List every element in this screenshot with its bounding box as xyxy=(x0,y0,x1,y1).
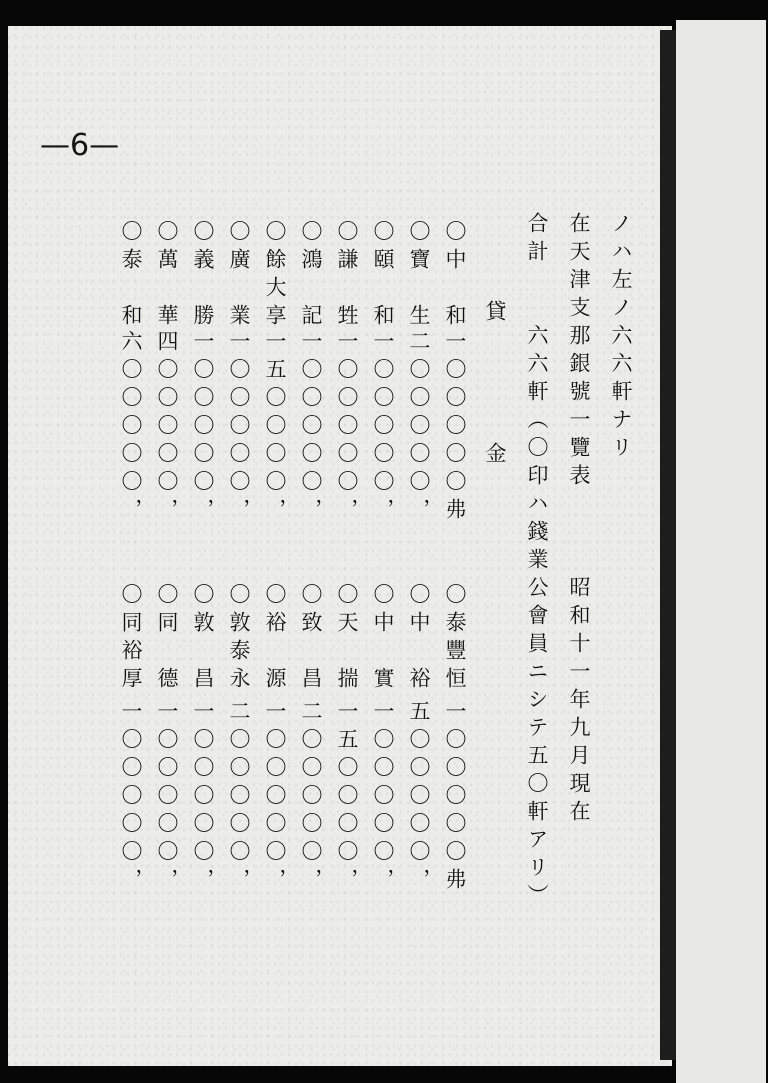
bank-entry-name: 〇同裕厚 xyxy=(119,583,143,695)
bank-entry-amount: 一〇〇〇〇〇， xyxy=(155,700,179,896)
bank-entry-amount: 一〇〇〇〇〇， xyxy=(335,330,359,526)
bank-entry-amount: 一〇〇〇〇〇， xyxy=(371,330,395,526)
bank-entry-name: 〇萬 華 xyxy=(155,220,179,332)
bank-entry-amount: 一〇〇〇〇〇， xyxy=(263,700,287,896)
header-total: 合計 六六軒（〇印ハ錢業公會員ニシテ五〇軒アリ） xyxy=(525,212,549,912)
bank-entry-amount: 六〇〇〇〇〇， xyxy=(119,330,143,526)
bank-entry-amount: 二〇〇〇〇〇， xyxy=(407,330,431,526)
column-label-money: 金 xyxy=(483,442,507,470)
bank-entry-amount: 五〇〇〇〇〇， xyxy=(407,700,431,896)
bank-entry-name: 〇寶 生 xyxy=(407,220,431,332)
bank-entry-amount: 二〇〇〇〇〇， xyxy=(227,700,251,896)
bank-entry-amount: 一五〇〇〇〇， xyxy=(335,700,359,896)
bank-entry-name: 〇泰豐恒 xyxy=(443,583,467,695)
bank-entry-amount: 一〇〇〇〇〇弗 xyxy=(443,330,467,526)
bank-entry-amount: 一〇〇〇〇〇， xyxy=(191,330,215,526)
bank-entry-amount: 一〇〇〇〇〇弗 xyxy=(443,700,467,896)
bank-entry-amount: 二〇〇〇〇〇， xyxy=(299,700,323,896)
bank-entry-name: 〇義 勝 xyxy=(191,220,215,332)
bank-entry-name: 〇天 揣 xyxy=(335,583,359,695)
book-spine xyxy=(660,30,676,1060)
bank-entry-name: 〇廣 業 xyxy=(227,220,251,332)
bank-entry-name: 〇中 裕 xyxy=(407,583,431,695)
bank-entry-name: 〇裕 源 xyxy=(263,583,287,695)
bank-entry-name: 〇中 實 xyxy=(371,583,395,695)
header-line-1: ノハ左ノ六六軒ナリ xyxy=(609,212,633,464)
bank-entry-amount: 一〇〇〇〇〇， xyxy=(371,700,395,896)
bank-entry-name: 〇同 德 xyxy=(155,583,179,695)
bank-entry-amount: 一〇〇〇〇〇， xyxy=(119,700,143,896)
bank-entry-name: 〇中 和 xyxy=(443,220,467,332)
bank-entry-name: 〇謙 甡 xyxy=(335,220,359,332)
page-number: —6— xyxy=(40,128,120,163)
bank-entry-amount: 一〇〇〇〇〇， xyxy=(191,700,215,896)
bank-entry-name: 〇泰 和 xyxy=(119,220,143,332)
bank-entry-name: 〇頤 和 xyxy=(371,220,395,332)
bank-entry-name: 〇敦 昌 xyxy=(191,583,215,695)
header-title: 在天津支那銀號一覽表 昭和十一年九月現在 xyxy=(567,212,591,828)
bank-entry-amount: 一〇〇〇〇〇， xyxy=(227,330,251,526)
bank-entry-amount: 一五〇〇〇〇， xyxy=(263,330,287,526)
bank-entry-amount: 一〇〇〇〇〇， xyxy=(299,330,323,526)
bank-entry-name: 〇餘大享 xyxy=(263,220,287,332)
bank-entry-name: 〇鴻 記 xyxy=(299,220,323,332)
bank-entry-name: 〇致 昌 xyxy=(299,583,323,695)
bank-entry-amount: 四〇〇〇〇〇， xyxy=(155,330,179,526)
bank-entry-name: 〇敦泰永 xyxy=(227,583,251,695)
column-label-loan: 貸 xyxy=(483,300,507,328)
facing-page-edge xyxy=(676,20,766,1083)
